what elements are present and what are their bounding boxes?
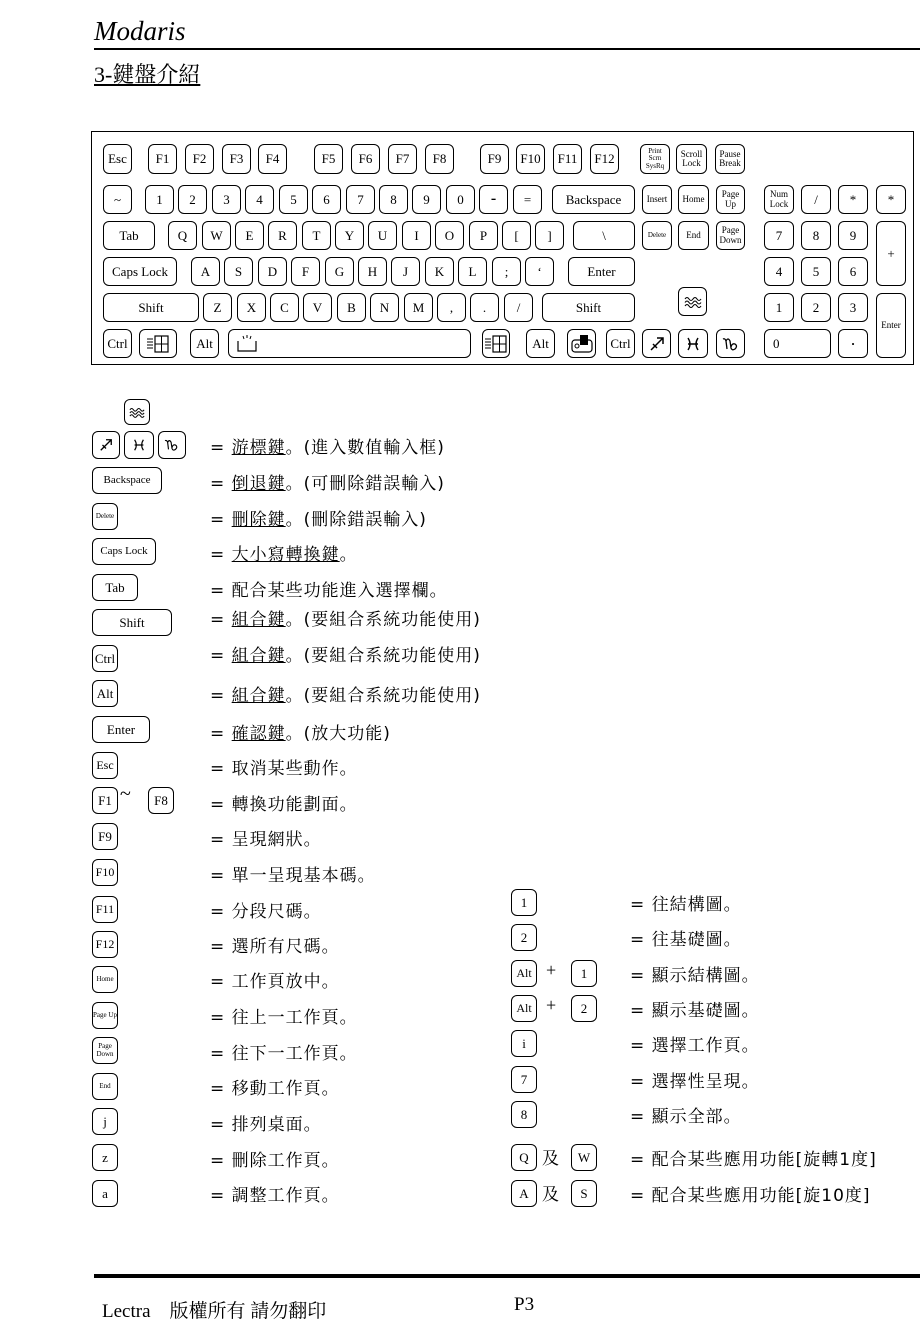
- key-x: X: [237, 293, 266, 322]
- legend-wave-key: [124, 399, 150, 425]
- key-f1: F1: [148, 144, 177, 174]
- pisces-icon: [132, 438, 146, 452]
- key-slash: /: [504, 293, 533, 322]
- key-kp-6: 6: [838, 257, 868, 286]
- legend-key-capital-a: A: [511, 1180, 537, 1207]
- key-r: R: [268, 221, 297, 250]
- key-caps-lock: Caps Lock: [103, 257, 177, 286]
- legend-key-f9: F9: [92, 823, 118, 850]
- key-5: 5: [279, 185, 308, 214]
- legend-key-alt: Alt: [92, 680, 118, 707]
- desc-ctrl: = 組合鍵。(要組合系統功能使用): [210, 646, 481, 666]
- key-quote: ‘: [525, 257, 554, 286]
- legend-key-capital-s: S: [571, 1180, 597, 1207]
- key-3: 3: [212, 185, 241, 214]
- desc-f10: = 單一呈現基本碼。: [210, 866, 376, 886]
- legend-key-i: i: [511, 1030, 537, 1057]
- desc-base-view: = 往基礎圖。: [630, 930, 742, 950]
- legend-key-alt-2: Alt: [511, 995, 537, 1022]
- key-l: L: [458, 257, 487, 286]
- tilde-symbol: ~: [120, 783, 131, 805]
- key-2: 2: [178, 185, 207, 214]
- desc-cursor-keys: = 游標鍵。(進入數值輸入框): [210, 438, 445, 458]
- key-ctrl-right: Ctrl: [606, 329, 635, 358]
- desc-shift: = 組合鍵。(要組合系統功能使用): [210, 610, 481, 630]
- legend-pisces-key: [124, 431, 154, 459]
- desc-page-up: = 往上一工作頁。: [210, 1008, 358, 1028]
- sagittarius-icon: [649, 336, 665, 352]
- desc-f9: = 呈現網狀。: [210, 830, 322, 850]
- key-b: B: [337, 293, 366, 322]
- key-page-up: Page Up: [716, 185, 745, 214]
- key-f8: F8: [425, 144, 454, 174]
- key-f12: F12: [590, 144, 619, 174]
- desc-home: = 工作頁放中。: [210, 972, 340, 992]
- desc-f12: = 選所有尺碼。: [210, 937, 340, 957]
- key-a: A: [191, 257, 220, 286]
- key-home: Home: [678, 185, 709, 214]
- key-sagittarius: [642, 329, 671, 358]
- legend-key-1b: 1: [571, 960, 597, 987]
- desc-caps-lock: = 大小寫轉換鍵。: [210, 545, 358, 565]
- key-enter: Enter: [568, 257, 635, 286]
- desc-z: = 刪除工作頁。: [210, 1151, 340, 1171]
- wave-key: [678, 287, 707, 316]
- key-f: F: [291, 257, 320, 286]
- key-kp-star-2: *: [876, 185, 906, 214]
- page-number: P3: [514, 1294, 535, 1315]
- key-delete: Delete: [642, 221, 672, 250]
- key-kp-8: 8: [801, 221, 831, 250]
- key-kp-1: 1: [764, 293, 794, 322]
- key-menu: [567, 329, 596, 358]
- desc-structure-view: = 往結構圖。: [630, 895, 742, 915]
- key-left-bracket: [: [502, 221, 531, 250]
- header-rule: [94, 48, 920, 50]
- legend-key-7: 7: [511, 1066, 537, 1093]
- key-pause-break: Pause Break: [715, 144, 745, 174]
- legend-key-j: j: [92, 1108, 118, 1135]
- key-minus: -: [479, 185, 508, 214]
- key-kp-star: *: [838, 185, 868, 214]
- key-v: V: [303, 293, 332, 322]
- key-f5: F5: [314, 144, 343, 174]
- key-kp-plus: +: [876, 221, 906, 286]
- desc-show-structure: = 顯示結構圖。: [630, 966, 760, 986]
- key-capricorn: [716, 329, 745, 358]
- key-4: 4: [245, 185, 274, 214]
- legend-key-f12: F12: [92, 931, 118, 958]
- key-c: C: [270, 293, 299, 322]
- key-f9: F9: [480, 144, 509, 174]
- key-0: 0: [446, 185, 475, 214]
- key-f7: F7: [388, 144, 417, 174]
- key-s: S: [224, 257, 253, 286]
- plus-sign: +: [546, 960, 557, 980]
- key-tilde: ~: [103, 185, 132, 214]
- key-m: M: [404, 293, 433, 322]
- wave-icon: [129, 407, 145, 418]
- desc-select-page: = 選擇工作頁。: [630, 1036, 760, 1056]
- desc-f1-f8: = 轉換功能劃面。: [210, 795, 358, 815]
- key-f2: F2: [185, 144, 214, 174]
- key-h: H: [358, 257, 387, 286]
- desc-end: = 移動工作頁。: [210, 1079, 340, 1099]
- key-insert: Insert: [642, 185, 672, 214]
- desc-selective-show: = 選擇性呈現。: [630, 1072, 760, 1092]
- key-esc: Esc: [103, 144, 132, 174]
- desc-alt: = 組合鍵。(要組合系統功能使用): [210, 686, 481, 706]
- key-6: 6: [312, 185, 341, 214]
- desc-show-base: = 顯示基礎圖。: [630, 1001, 760, 1021]
- legend-key-1: 1: [511, 889, 537, 916]
- section-title: 3-鍵盤介紹: [94, 62, 201, 87]
- legend-key-alt-1: Alt: [511, 960, 537, 987]
- legend-key-z: z: [92, 1144, 118, 1171]
- key-kp-4: 4: [764, 257, 794, 286]
- key-kp-dot: ·: [838, 329, 868, 358]
- key-end: End: [678, 221, 709, 250]
- key-w: W: [202, 221, 231, 250]
- legend-key-caps-lock: Caps Lock: [92, 538, 156, 565]
- key-backslash: \: [573, 221, 635, 250]
- legend-key-f11: F11: [92, 896, 118, 923]
- key-z: Z: [203, 293, 232, 322]
- legend-key-backspace: Backspace: [92, 467, 162, 494]
- key-p: P: [469, 221, 498, 250]
- desc-delete: = 刪除鍵。(刪除錯誤輸入): [210, 510, 427, 530]
- key-f3: F3: [222, 144, 251, 174]
- key-scroll-lock: Scroll Lock: [676, 144, 707, 174]
- legend-key-f1: F1: [92, 787, 118, 814]
- wave-icon: [684, 296, 702, 308]
- key-kp-9: 9: [838, 221, 868, 250]
- key-d: D: [258, 257, 287, 286]
- key-semicolon: ;: [492, 257, 521, 286]
- desc-f11: = 分段尺碼。: [210, 902, 322, 922]
- key-kp-3: 3: [838, 293, 868, 322]
- key-kp-7: 7: [764, 221, 794, 250]
- key-1: 1: [145, 185, 174, 214]
- key-y: Y: [335, 221, 364, 250]
- key-pisces: [678, 329, 708, 358]
- key-page-down: Page Down: [716, 221, 745, 250]
- legend-capricorn-key: [158, 431, 186, 459]
- keyboard-diagram: [91, 131, 914, 365]
- key-alt-right: Alt: [526, 329, 555, 358]
- key-windows-right: [482, 329, 510, 358]
- key-space: [228, 329, 471, 358]
- key-j: J: [391, 257, 420, 286]
- key-print-screen: Print Scrn SysRq: [640, 144, 670, 174]
- desc-tab: = 配合某些功能進入選擇欄。: [210, 581, 448, 601]
- key-kp-5: 5: [801, 257, 831, 286]
- key-g: G: [325, 257, 354, 286]
- key-9: 9: [412, 185, 441, 214]
- key-tab: Tab: [103, 221, 155, 250]
- capricorn-icon: [722, 336, 740, 352]
- key-shift-left: Shift: [103, 293, 199, 322]
- brand-title: Modaris: [94, 16, 186, 46]
- key-ctrl-left: Ctrl: [103, 329, 132, 358]
- sagittarius-icon: [99, 438, 113, 452]
- key-t: T: [302, 221, 331, 250]
- key-e: E: [235, 221, 264, 250]
- legend-key-enter: Enter: [92, 716, 150, 743]
- key-windows-left: [139, 329, 177, 358]
- key-f11: F11: [553, 144, 582, 174]
- key-alt-left: Alt: [190, 329, 219, 358]
- legend-key-delete: Delete: [92, 503, 118, 530]
- desc-rotate-10: = 配合某些應用功能[旋10度]: [630, 1186, 871, 1206]
- key-kp-enter: Enter: [876, 293, 906, 358]
- legend-key-w: W: [571, 1144, 597, 1171]
- key-f10: F10: [516, 144, 545, 174]
- desc-enter: = 確認鍵。(放大功能): [210, 724, 391, 744]
- key-backspace: Backspace: [552, 185, 635, 214]
- key-u: U: [368, 221, 397, 250]
- legend-key-esc: Esc: [92, 752, 118, 779]
- key-num-lock: Num Lock: [764, 185, 794, 214]
- footer-rule: [94, 1274, 920, 1278]
- legend-key-end: End: [92, 1073, 118, 1100]
- key-i: I: [402, 221, 431, 250]
- menu-icon: [570, 333, 594, 355]
- key-7: 7: [346, 185, 375, 214]
- desc-a: = 調整工作頁。: [210, 1186, 340, 1206]
- footer-copyright: Lectra 版權所有 請勿翻印: [102, 1301, 327, 1322]
- desc-show-all: = 顯示全部。: [630, 1107, 742, 1127]
- legend-key-page-up: Page Up: [92, 1002, 118, 1029]
- desc-backspace: = 倒退鍵。(可刪除錯誤輸入): [210, 474, 445, 494]
- legend-key-f8: F8: [148, 787, 174, 814]
- key-n: N: [370, 293, 399, 322]
- legend-key-home: Home: [92, 966, 118, 993]
- windows-icon-right: [484, 334, 508, 354]
- key-f6: F6: [351, 144, 380, 174]
- desc-esc: = 取消某些動作。: [210, 759, 358, 779]
- legend-key-8: 8: [511, 1101, 537, 1128]
- key-o: O: [435, 221, 464, 250]
- legend-key-tab: Tab: [92, 574, 138, 601]
- key-f4: F4: [258, 144, 287, 174]
- key-kp-slash: /: [801, 185, 831, 214]
- key-equal: =: [513, 185, 542, 214]
- pisces-icon: [685, 336, 701, 352]
- key-kp-2: 2: [801, 293, 831, 322]
- and-label: 及: [542, 1149, 559, 1169]
- legend-key-ctrl: Ctrl: [92, 645, 118, 672]
- windows-icon: [146, 334, 170, 354]
- key-comma: ,: [437, 293, 466, 322]
- key-period: .: [470, 293, 499, 322]
- key-8: 8: [379, 185, 408, 214]
- legend-key-a: a: [92, 1180, 118, 1207]
- legend-key-2: 2: [511, 924, 537, 951]
- legend-key-2b: 2: [571, 995, 597, 1022]
- legend-key-shift: Shift: [92, 609, 172, 636]
- key-shift-right: Shift: [542, 293, 635, 322]
- key-kp-0: 0: [764, 329, 831, 358]
- legend-key-q: Q: [511, 1144, 537, 1171]
- legend-key-f10: F10: [92, 859, 118, 886]
- plus-sign: +: [546, 995, 557, 1015]
- desc-page-down: = 往下一工作頁。: [210, 1044, 358, 1064]
- legend-sagittarius-key: [92, 431, 120, 459]
- desc-rotate-1: = 配合某些應用功能[旋轉1度]: [630, 1150, 877, 1170]
- legend-key-page-down: Page Down: [92, 1037, 118, 1064]
- key-right-bracket: ]: [535, 221, 564, 250]
- key-k: K: [425, 257, 454, 286]
- capricorn-icon: [164, 438, 180, 452]
- desc-j: = 排列桌面。: [210, 1115, 322, 1135]
- and-label: 及: [542, 1185, 559, 1205]
- spacebar-icon: [235, 333, 259, 355]
- key-q: Q: [168, 221, 197, 250]
